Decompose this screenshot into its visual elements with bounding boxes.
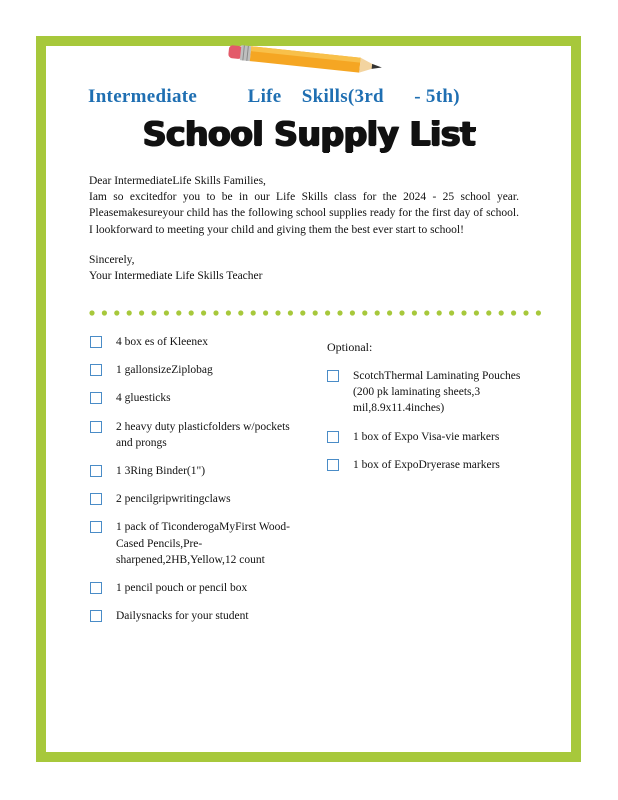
divider-dot — [375, 310, 380, 315]
divider-dot — [449, 310, 454, 315]
dotted-divider — [89, 309, 549, 317]
checkbox-icon[interactable] — [327, 370, 339, 382]
checkbox-icon[interactable] — [90, 610, 102, 622]
list-item-label: 2 pencilgripwritingclaws — [116, 493, 231, 506]
divider-dot — [114, 310, 119, 315]
checkbox-icon[interactable] — [90, 465, 102, 477]
list-item-label: 1 box of ExpoDryerase markers — [353, 458, 500, 471]
supply-item — [90, 362, 300, 378]
list-item-label: 1 pack of TiconderogaMyFirst Wood-Cased Pencils,Pre-sharpened,2HB,Yellow,12 count — [116, 521, 290, 566]
divider-dot — [288, 310, 293, 315]
checkbox-icon[interactable] — [327, 431, 339, 443]
list-item-label: Dailysnacks for your student — [116, 610, 249, 623]
divider-dot — [226, 310, 231, 315]
optional-item — [327, 429, 537, 445]
list-item-label: ScotchThermal Laminating Pouches (200 pk laminating sheets,3 mil,8.9x11.4inches) — [353, 370, 521, 415]
list-item-label: 4 gluesticks — [116, 392, 171, 405]
page-subtitle: Intermediate Life Skills(3rd - 5th) — [88, 86, 460, 107]
pencil-icon — [226, 44, 388, 80]
checkbox-icon[interactable] — [90, 521, 102, 533]
supply-item — [90, 519, 300, 568]
list-item-label: 4 box es of Kleenex — [116, 336, 208, 348]
divider-dot — [89, 310, 94, 315]
divider-dot — [523, 310, 528, 315]
supply-item — [90, 608, 300, 624]
checkbox-icon[interactable] — [90, 392, 102, 404]
page-title: School Supply List — [142, 114, 476, 153]
divider-dot — [337, 310, 342, 315]
divider-dot — [201, 310, 206, 315]
divider-dot — [536, 310, 541, 315]
letter-signature: Your Intermediate Life Skills Teacher — [89, 270, 263, 283]
divider-dot — [164, 310, 169, 315]
divider-dot — [461, 310, 466, 315]
divider-dot — [275, 310, 280, 315]
divider-dot — [474, 310, 479, 315]
supply-item — [90, 580, 300, 596]
optional-list — [327, 340, 537, 485]
checkbox-icon[interactable] — [90, 421, 102, 433]
list-item-label: 1 gallonsizeZiplobag — [116, 364, 213, 377]
optional-item — [327, 368, 537, 417]
divider-dot — [151, 310, 156, 315]
supply-list — [90, 334, 300, 636]
optional-item — [327, 457, 537, 473]
divider-dot — [325, 310, 330, 315]
checkbox-icon[interactable] — [90, 364, 102, 376]
divider-dot — [251, 310, 256, 315]
divider-dot — [263, 310, 268, 315]
divider-dot — [412, 310, 417, 315]
list-item-label: 1 3Ring Binder(1") — [116, 465, 206, 478]
letter-body: Iam so excitedfor you to be in our Life Skills class for the 2024 - 25 school year. Pleasemakesureyour child has the following school supplies ready for the first day of school. I lookforward to meeting your child and giving them the best ever start to school! — [89, 191, 519, 236]
divider-dot — [127, 310, 132, 315]
divider-dot — [499, 310, 504, 315]
letter — [89, 173, 519, 284]
divider-dot — [424, 310, 429, 315]
supply-item — [90, 491, 300, 507]
divider-dot — [139, 310, 144, 315]
checkbox-icon[interactable] — [90, 582, 102, 594]
divider-dot — [189, 310, 194, 315]
divider-dot — [176, 310, 181, 315]
supply-item — [90, 334, 300, 350]
supply-item — [90, 390, 300, 406]
divider-dot — [362, 310, 367, 315]
divider-dot — [313, 310, 318, 315]
checkbox-icon[interactable] — [327, 459, 339, 471]
list-item-label: 1 pencil pouch or pencil box — [116, 582, 248, 595]
checkbox-icon[interactable] — [90, 493, 102, 505]
list-item-label: 1 box of Expo Visa-vie markers — [353, 430, 500, 443]
divider-dot — [300, 310, 305, 315]
divider-dot — [102, 310, 107, 315]
divider-dot — [399, 310, 404, 315]
list-item-label: 2 heavy duty plasticfolders w/pockets and prongs — [116, 420, 290, 449]
checkbox-icon[interactable] — [90, 336, 102, 348]
divider-dot — [238, 310, 243, 315]
supply-item — [90, 463, 300, 479]
letter-greeting: Dear IntermediateLife Skills Families, — [89, 175, 266, 187]
optional-label: Optional: — [327, 340, 373, 354]
divider-dot — [511, 310, 516, 315]
divider-dot — [213, 310, 218, 315]
supply-item — [90, 419, 300, 451]
divider-dot — [387, 310, 392, 315]
letter-closing: Sincerely, — [89, 253, 135, 266]
divider-dot — [486, 310, 491, 315]
divider-dot — [350, 310, 355, 315]
divider-dot — [437, 310, 442, 315]
